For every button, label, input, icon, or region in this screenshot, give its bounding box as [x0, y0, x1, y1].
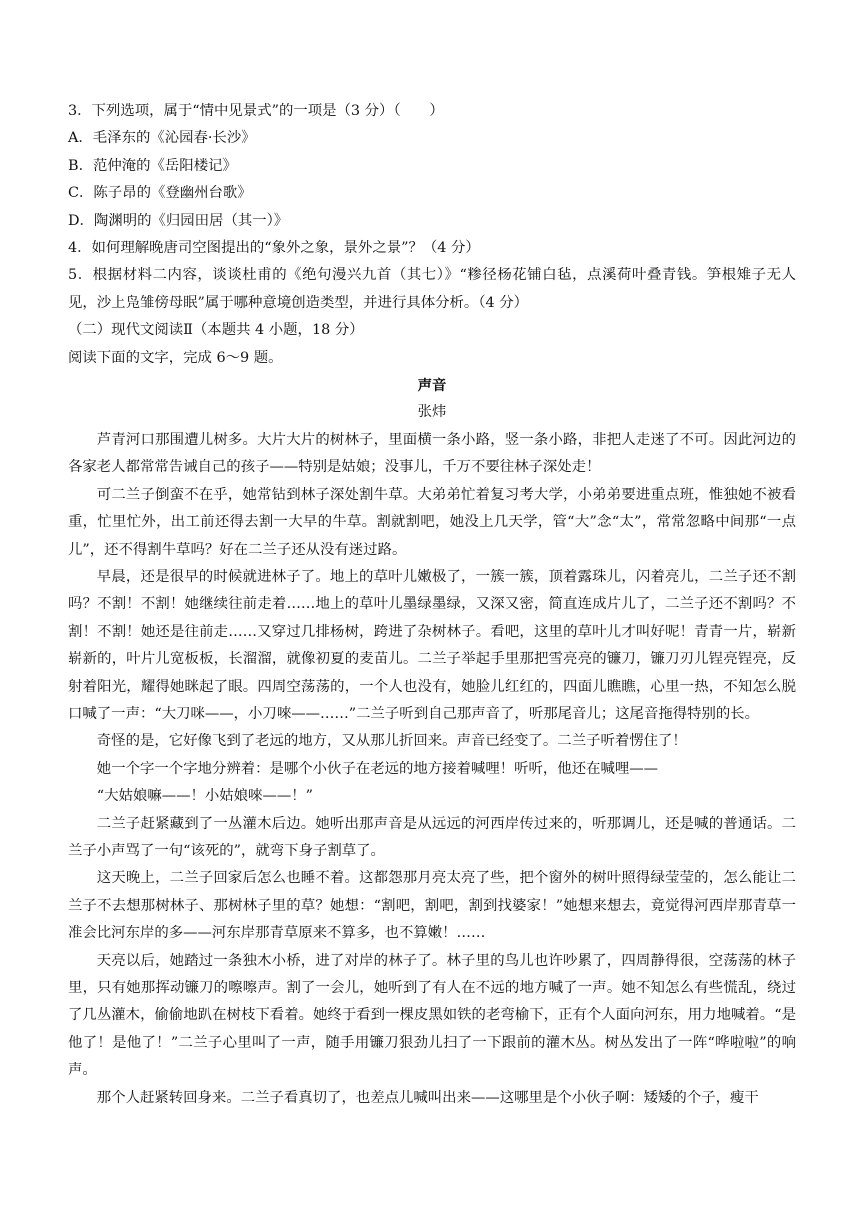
question-3-option-d: D．陶渊明的《归园田居（其一）》 [68, 212, 289, 229]
article-paragraph: 早晨，还是很早的时候就进林子了。地上的草叶儿嫩极了，一簇一簇，顶着露珠儿，闪着亮儿，二兰子还不割吗？不割！不割！她继续往前走着……地上的草叶儿墨绿墨绿，又深又密，简直连成片儿了，二兰子还不割吗？不割！不割！她还是往前走……又穿过几排杨树，跨进了杂树林子。看吧，这里的草叶儿才叫好呢！青青一片，崭新崭新的，叶片儿宽板板，长溜溜，就像初夏的麦苗儿。二兰子举起手里那把雪亮亮的镰刀，镰刀刃儿锃亮锃亮，反射着阳光，耀得她眯起了眼。四周空荡荡的，一个人也没有，她脸儿红红的，四面儿瞧瞧，心里一热，不知怎么脱口喊了一声：“大刀咪——，小刀唻——……”二兰子听到自己那声音了，听那尾音儿；这尾音拖得特别的长。 [68, 568, 796, 722]
article-paragraph: 这天晚上，二兰子回家后怎么也睡不着。这都怨那月亮太亮了些，把个窗外的树叶照得绿莹莹的，怎么能让二兰子不去想那树林子、那树林子里的草？她想：“割吧，割吧，割到找婆家！”她想来想去，竟觉得河西岸那青草一准会比河东岸的多——河东岸那青草原来不算多，也不算嫩！…… [68, 870, 796, 942]
article-paragraph: 芦青河口那围遭儿树多。大片大片的树林子，里面横一条小路，竖一条小路，非把人走迷了不可。因此河边的各家老人都常常告诫自己的孩子——特别是姑娘；没事儿，千万不要往林子深处走！ [68, 431, 796, 476]
article-paragraph: 二兰子赶紧藏到了一丛灌木后边。她听出那声音是从远远的河西岸传过来的，听那调儿，还是喊的普通话。二兰子小声骂了一句“该死的”，就弯下身子割草了。 [68, 815, 796, 859]
article-title: 声音 [417, 377, 447, 395]
question-3-option-a: A．毛泽东的《沁园春·长沙》 [68, 130, 256, 147]
section-instruction: 阅读下面的文字，完成 6～9 题。 [68, 349, 283, 366]
article-paragraph: 那个人赶紧转回身来。二兰子看真切了，也差点儿喊叫出来——这哪里是个小伙子啊：矮矮的个子，瘦干 [96, 1089, 759, 1106]
article-paragraph: 她一个字一个字地分辨着：是哪个小伙子在老远的地方接着喊哩！听听，他还在喊哩—— [96, 760, 659, 777]
article-paragraph: 奇怪的是，它好像飞到了老远的地方，又从那儿折回来。声音已经变了。二兰子听着愣住了！ [96, 733, 687, 750]
section-heading: （二）现代文阅读Ⅱ（本题共 4 小题，18 分） [68, 322, 364, 339]
article-paragraph: 天亮以后，她踏过一条独木小桥，进了对岸的林子了。林子里的鸟儿也许吵累了，四周静得很，空荡荡的林子里，只有她那挥动镰刀的嚓嚓声。割了一会儿，她听到了有人在不远的地方喊了一声。她不知怎么有些慌乱，绕过了几丛灌木，偷偷地趴在树枝下看着。她终于看到一棵皮黑如铁的老弯榆下，正有个人面向河东，用力地喊着。“是他了！是他了！”二兰子心里叫了一声，随手用镰刀狠劲儿扫了一下跟前的灌木丛。树丛发出了一阵“哗啦啦”的响声。 [68, 952, 796, 1079]
article-paragraph: 可二兰子倒蛮不在乎，她常钻到林子深处割牛草。大弟弟忙着复习考大学，小弟弟要进重点班，惟独她不被看重，忙里忙外，出工前还得去割一大早的牛草。割就割吧，她没上几天学，管“大”念“太”，常常忽略中间那“一点儿”，还不得割牛草吗？好在二兰子还从没有迷过路。 [68, 486, 796, 558]
question-4: 4．如何理解晚唐司空图提出的“象外之象，景外之景”？（4 分） [68, 240, 480, 257]
question-5: 5．根据材料二内容，谈谈杜甫的《绝句漫兴九首（其七）》“糁径杨花铺白毡，点溪荷叶叠青钱。笋根雉子无人见，沙上凫雏傍母眠”属于哪种意境创造类型，并进行具体分析。（4 分） [68, 267, 796, 311]
article-author: 张炜 [417, 404, 447, 421]
question-3: 3．下列选项，属于“情中见景式”的一项是（3 分）（ ） [68, 103, 444, 119]
question-3-option-c: C．陈子昂的《登幽州台歌》 [68, 185, 252, 202]
article-paragraph: “大姑娘嘛——！小姑娘唻——！” [96, 788, 313, 805]
question-3-option-b: B．范仲淹的《岳阳楼记》 [68, 157, 237, 174]
